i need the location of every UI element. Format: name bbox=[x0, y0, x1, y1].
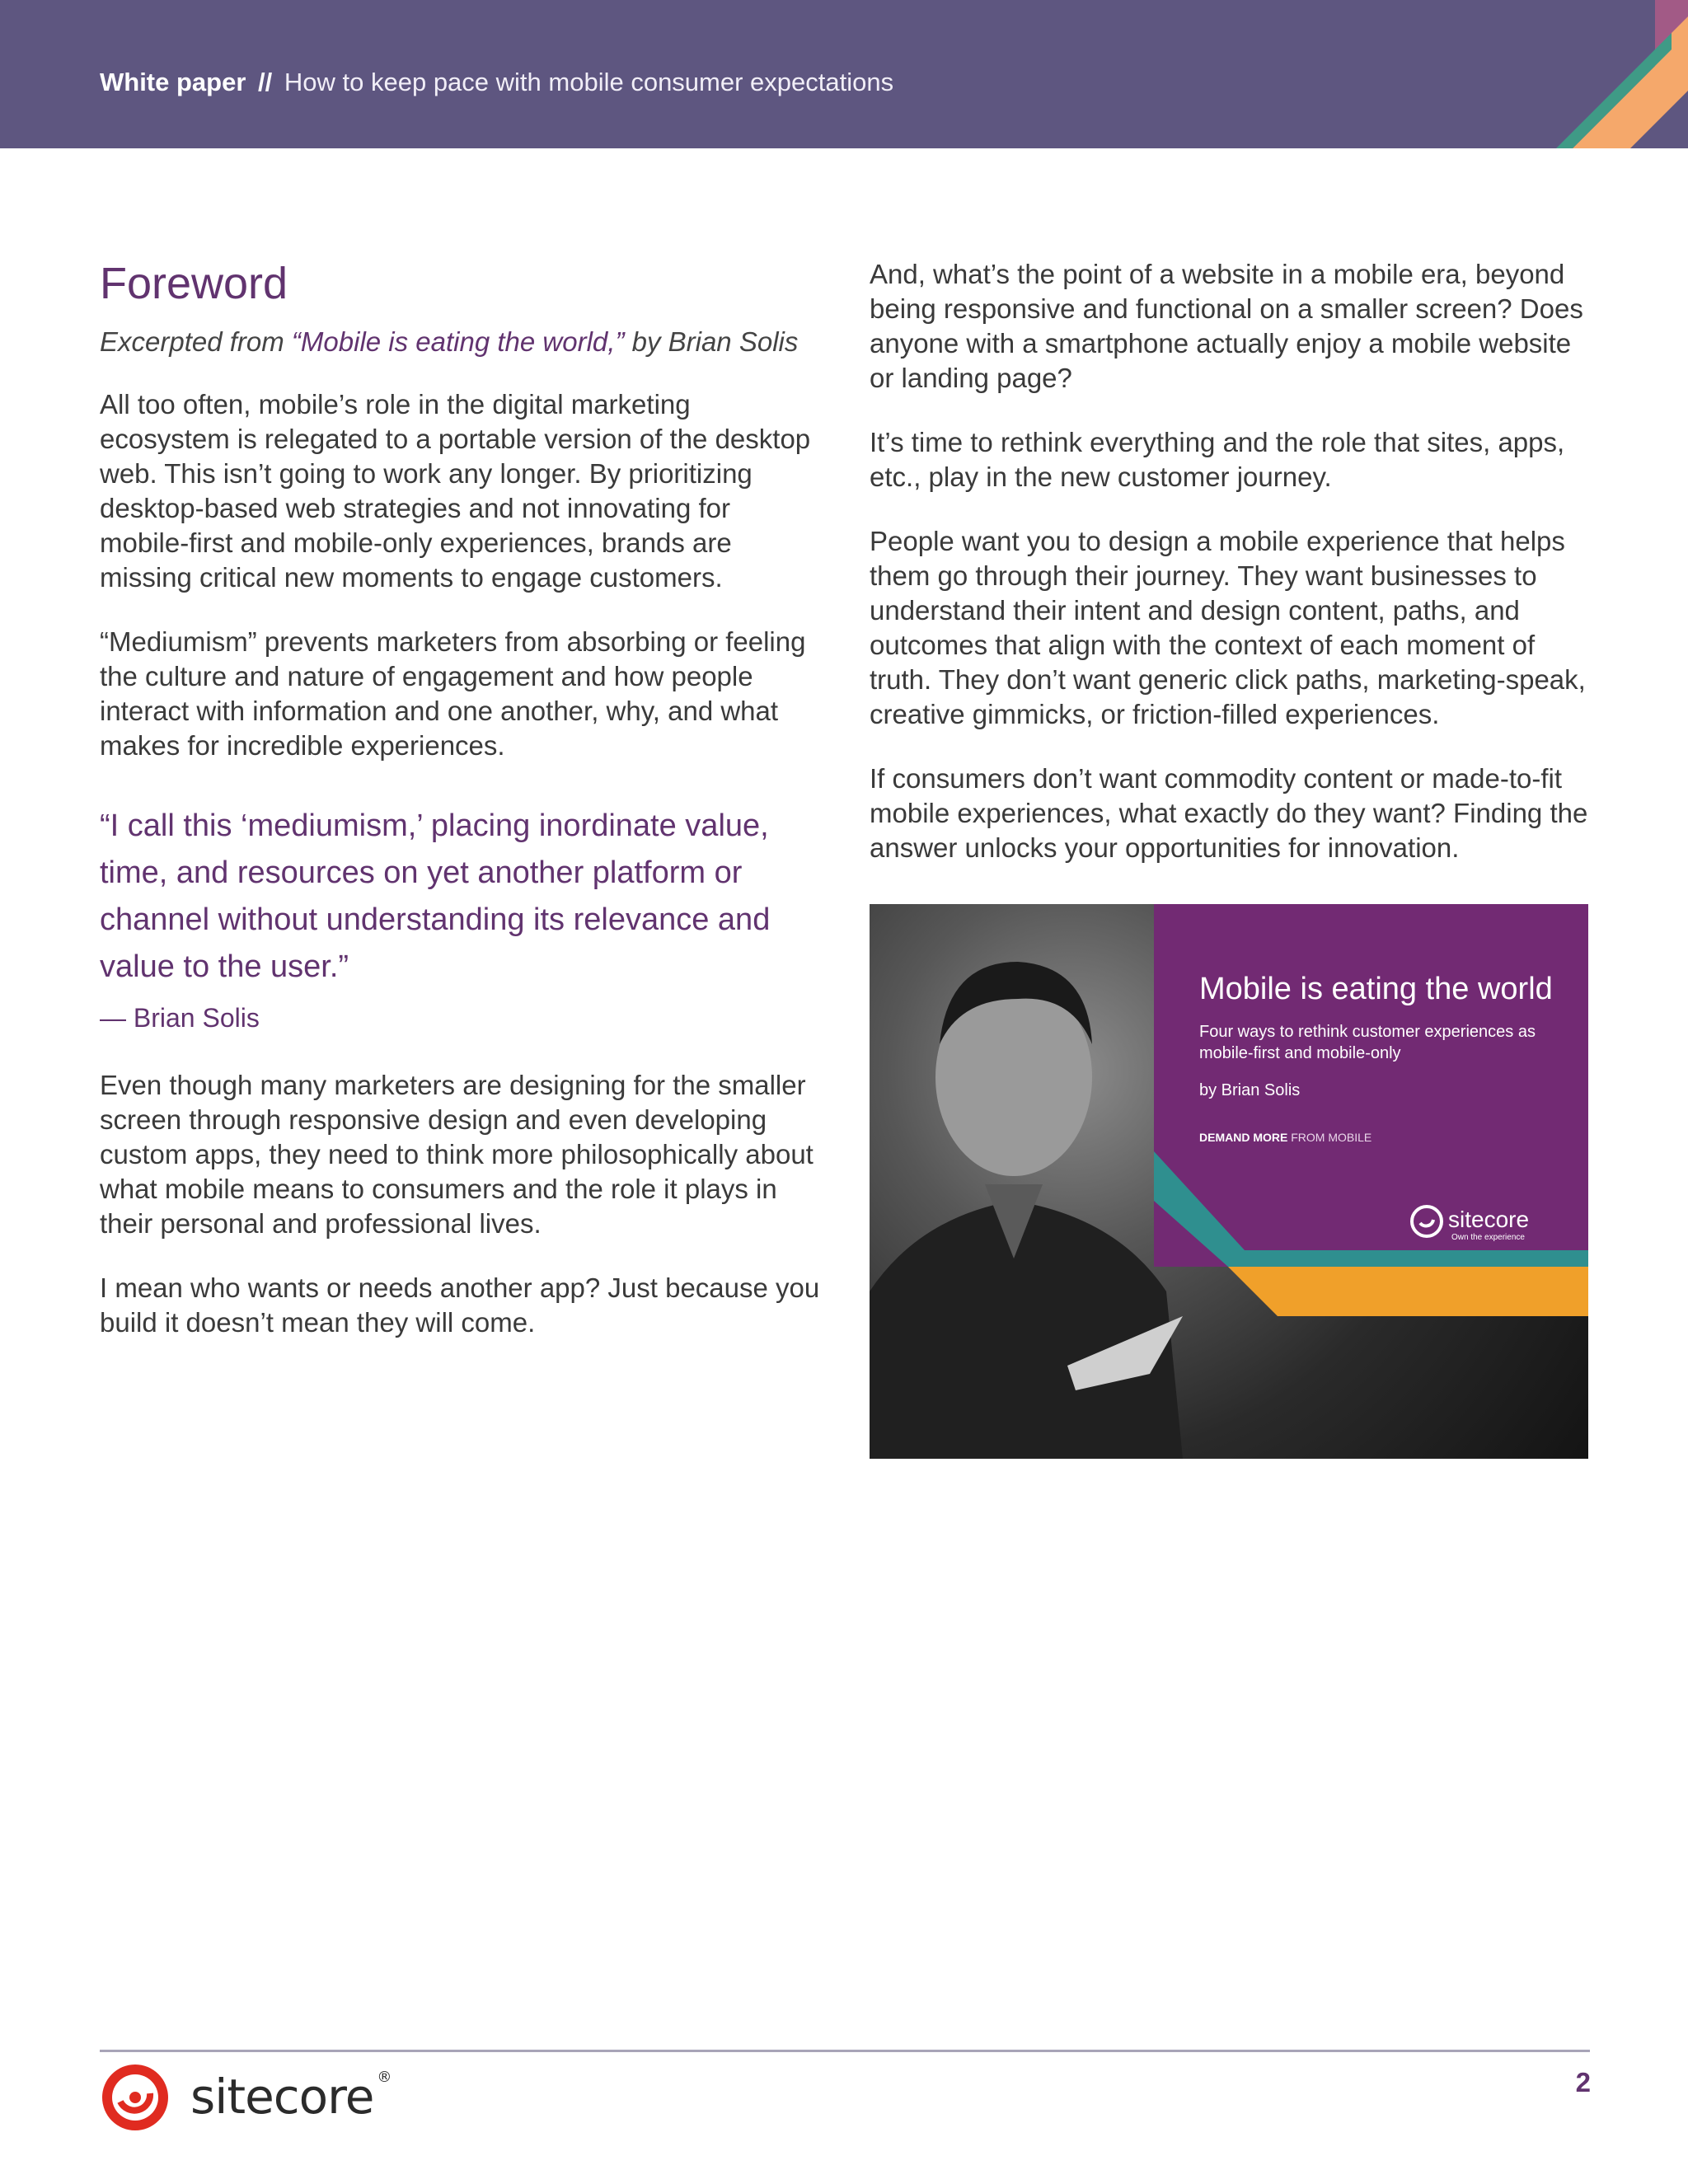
sitecore-logo-icon bbox=[1410, 1205, 1443, 1238]
cover-title: Mobile is eating the world bbox=[1199, 972, 1553, 1006]
header-label: White paper bbox=[100, 68, 246, 96]
left-column bbox=[100, 257, 825, 1370]
pull-quote: “I call this ‘mediumism,’ placing inordinate value, time, and resources on yet another platform or channel without understanding its relevance and value to the user.” bbox=[100, 808, 771, 984]
body-paragraph: “Mediumism” prevents marketers from absorbing or feeling the culture and nature of engagement and how people interact with information and one another, why, and what makes for incredible experiences. bbox=[100, 626, 806, 761]
header-decoration bbox=[1540, 0, 1688, 148]
excerpt-title: “Mobile is eating the world,” bbox=[291, 326, 625, 357]
cover-logo-text: sitecore bbox=[1448, 1207, 1530, 1232]
quote-attribution: — Brian Solis bbox=[100, 1003, 260, 1033]
excerpt-line bbox=[100, 325, 825, 359]
body-paragraph: It’s time to rethink everything and the role that sites, apps, etc., play in the new customer journey. bbox=[870, 427, 1565, 492]
right-column bbox=[870, 257, 1591, 895]
body-paragraph: I mean who wants or needs another app? Just because you build it doesn’t mean they will come. bbox=[100, 1272, 820, 1338]
cover-sitecore-logo bbox=[1410, 1205, 1550, 1246]
registered-mark: ® bbox=[377, 2069, 392, 2086]
footer-divider bbox=[100, 2050, 1590, 2052]
sitecore-logo bbox=[100, 2060, 396, 2135]
logo-wordmark bbox=[190, 2069, 391, 2125]
excerpt-suffix: by Brian Solis bbox=[624, 326, 799, 357]
cover-tag-strong: DEMAND MORE bbox=[1199, 1131, 1288, 1144]
excerpt-prefix: Excerpted from bbox=[100, 326, 292, 357]
header-title bbox=[100, 68, 893, 97]
body-paragraph: People want you to design a mobile experience that helps them go through their journey. They want businesses to understand their intent and design content, paths, and outcomes that align with the context of each moment of truth. They don’t want generic click paths, marketing-speak, creative gimmicks, or friction-filled experiences. bbox=[870, 526, 1586, 729]
header-document-title: How to keep pace with mobile consumer expectations bbox=[284, 68, 894, 96]
cover-tag-rest: FROM MOBILE bbox=[1287, 1131, 1372, 1144]
logo-wordmark-text: sitecore bbox=[190, 2069, 374, 2125]
header-band bbox=[0, 0, 1688, 148]
cover-logo-tagline: Own the experience bbox=[1451, 1233, 1525, 1242]
body-paragraph: If consumers don’t want commodity content or made-to-fit mobile experiences, what exactly do they want? Finding the answer unlocks your opportunities for innovation. bbox=[870, 763, 1588, 863]
section-heading: Foreword bbox=[100, 259, 288, 308]
body-paragraph: Even though many marketers are designing for the smaller screen through responsive design and even developing custom apps, they need to think more philosophically about what mobile means to consumers and the role it plays in their personal and professional lives. bbox=[100, 1070, 814, 1239]
cover-byline: by Brian Solis bbox=[1199, 1081, 1301, 1099]
header-separator: // bbox=[258, 68, 273, 96]
body-paragraph: And, what’s the point of a website in a mobile era, beyond being responsive and functional on a smaller screen? Does anyone with a smartphone actually enjoy a mobile website or landing page? bbox=[870, 259, 1583, 393]
page-number: 2 bbox=[1575, 2067, 1591, 2097]
cover-tagline bbox=[1199, 1131, 1372, 1144]
sitecore-logo-icon bbox=[100, 2060, 174, 2135]
cover-subtitle: Four ways to rethink customer experiences as mobile-first and mobile-only bbox=[1199, 1023, 1536, 1062]
body-paragraph: All too often, mobile’s role in the digital marketing ecosystem is relegated to a portable version of the desktop web. This isn’t going to work any longer. By prioritizing desktop-based web strategies and not innovating for mobile-first and mobile-only experiences, brands are missing critical new moments to engage customers. bbox=[100, 389, 811, 593]
ebook-cover-image bbox=[870, 904, 1588, 1459]
